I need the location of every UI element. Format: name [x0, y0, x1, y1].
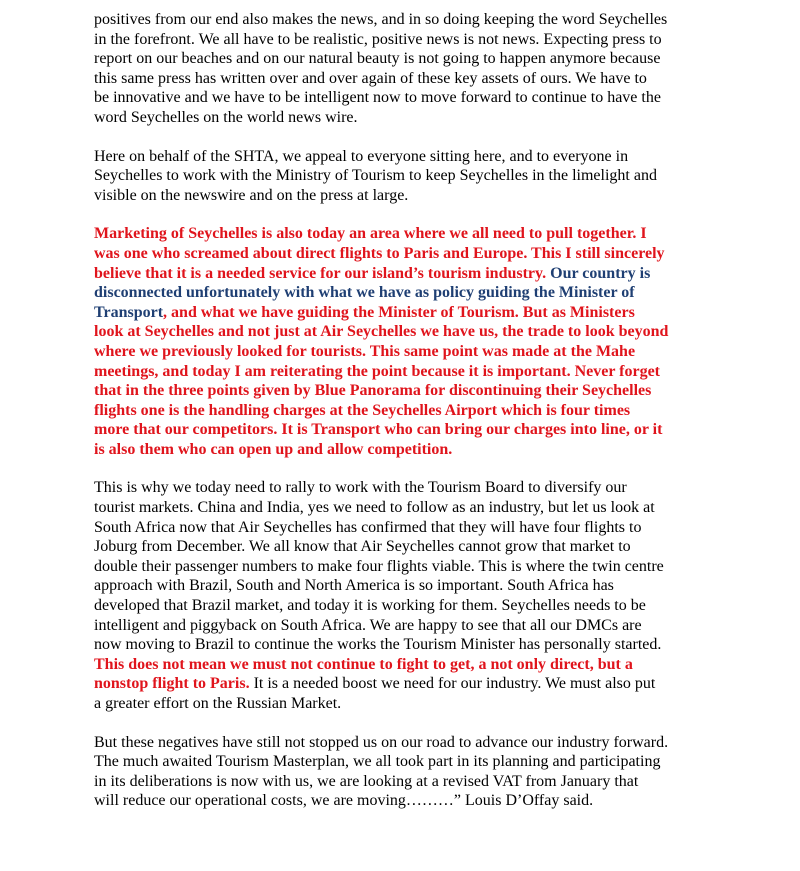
paragraph-text: Here on behalf of the SHTA, we appeal to everyone sitting here, and to everyone in Seychelles to work with the Ministry of Tourism to keep Seychelles in the limelight and visible on the newswire and on the press at large. — [94, 147, 657, 204]
paragraph-text: positives from our end also makes the news, and in so doing keeping the word Seychelles in the forefront. We all have to be realistic, positive news is not news. Expecting press to report on our beaches and on our natural beauty is not going to happen anymore because this same press has written over and over again of these key assets of ours. We have to be innovative and we have to be intelligent now to move forward to continue to have the word Seychelles on the world news wire. — [94, 11, 668, 126]
highlighted-text-red: , and what we have guiding the Minister of Tourism. But as Ministers look at Seychelles and not just at Air Seychelles we have us, the trade to look beyond where we previously looked for tourists. This same point was made at the Mahe meetings, and today I am reiterating the point because it is important. Never forget that in the three points given by Blue Panorama for discontinuing their Seychelles flights one is the handling charges at the Seychelles Airport which is four times more that our competitors. It is Transport who can bring our charges into line, or it is also them who can open up and allow competition. — [94, 303, 669, 458]
highlighted-text-red: Marketing of Seychelles is also today an area where we all need to pull together. I was one who screamed about direct flights to Paris and Europe. This I still sincerely believe that it is a needed service for our island’s tourism industry. — [94, 225, 665, 282]
paragraph-closing-quote — [94, 733, 719, 811]
highlighted-text-blue: Our country is disconnected unfortunately with what we have as policy guiding the Minister of Transport — [94, 264, 651, 321]
paragraph-press-news — [94, 10, 719, 128]
document-page — [94, 10, 719, 811]
paragraph-tourist-markets — [94, 478, 719, 713]
paragraph-marketing — [94, 224, 719, 459]
paragraph-text: This is why we today need to rally to work with the Tourism Board to diversify our tourist markets. China and India, yes we need to follow as an industry, but let us look at South Africa now that Air Seychelles has confirmed that they will have four flights to Joburg from December. We all know that Air Seychelles cannot grow that market to double their passenger numbers to make four flights viable. This is where the twin centre approach with Brazil, South and North America is so important. South Africa has developed that Brazil market, and today it is working for them. Seychelles needs to be intelligent and piggyback on South Africa. We are happy to see that all our DMCs are now moving to Brazil to continue the works the Tourism Minister has personally started. — [94, 479, 664, 654]
paragraph-text: It is a needed boost we need for our industry. We must also put a greater effort on the Russian Market. — [94, 675, 656, 712]
paragraph-text: But these negatives have still not stopped us on our road to advance our industry forward. The much awaited Tourism Masterplan, we all took part in its planning and participating in its deliberations is now with us, we are looking at a revised VAT from January that will reduce our operational costs, we are moving………” Louis D’Offay said. — [94, 733, 669, 810]
highlighted-text-red: This does not mean we must not continue to fight to get, a not only direct, but a nonstop flight to Paris. — [94, 655, 633, 693]
paragraph-shta-appeal — [94, 147, 719, 206]
